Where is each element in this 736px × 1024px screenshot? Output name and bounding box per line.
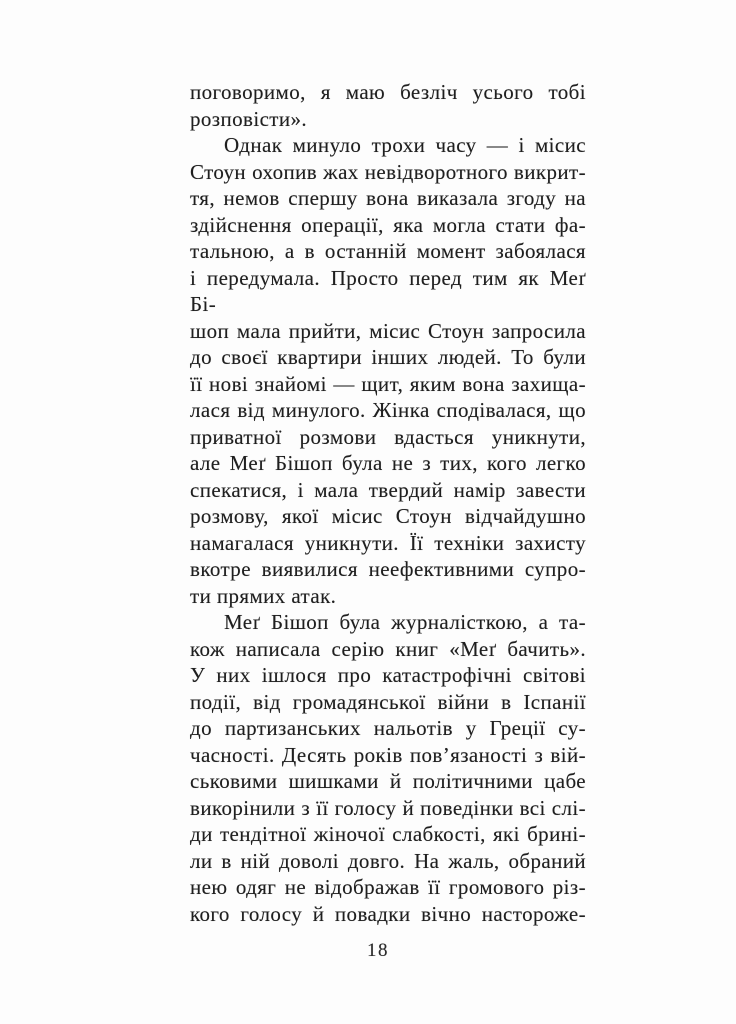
text-line: кого голосу й повадки вічно настороже-	[190, 901, 586, 926]
text-line: нею одяг не відображав її громового різ-	[190, 875, 586, 899]
text-line: події, від громадянської війни в Іспанії	[190, 689, 586, 714]
text-line: вкотре виявилися неефективними супро-	[190, 557, 586, 581]
text-line: кож написала серію книг «Меґ бачить».	[190, 636, 586, 661]
text-line: Стоун охопив жах невідворотного викрит-	[190, 159, 586, 184]
text-line: ськовими шишками й політичними цабе	[190, 769, 586, 793]
text-line: тальною, а в останній момент забоялася	[190, 239, 586, 263]
text-line: намагалася уникнути. Її техніки захисту	[190, 530, 586, 555]
text-line: лася від минулого. Жінка сподівалася, що	[190, 398, 586, 422]
text-line: ди тендітної жіночої слабкості, які брині-	[190, 822, 586, 846]
text-line: тя, немов спершу вона виказала згоду на	[190, 186, 586, 210]
text-line: Однак минуло трохи часу — і місис	[224, 133, 586, 157]
text-line: до своєї квартири інших людей. То були	[190, 345, 586, 369]
text-line: розповісти».	[190, 106, 308, 131]
text-line: шоп мала прийти, місис Стоун запросила	[190, 318, 586, 343]
text-block	[190, 79, 586, 927]
text-line: часності. Десять років пов’язаності з вій-	[190, 742, 586, 767]
text-line: викорінили з її голосу й поведінки всі слі-	[190, 795, 586, 820]
page-number: 18	[367, 940, 389, 961]
text-line: ли в ній доволі довго. На жаль, обраний	[190, 848, 586, 873]
text-line: до партизанських нальотів у Греції су-	[190, 716, 586, 740]
text-line: ти прямих атак.	[190, 583, 337, 608]
text-line: розмову, якої місис Стоун відчайдушно	[190, 504, 586, 528]
text-line: приватної розмови вдасться уникнути,	[190, 424, 586, 449]
text-line: але Меґ Бішоп була не з тих, кого легко	[190, 451, 586, 475]
text-line: здійснення операції, яка могла стати фа-	[190, 212, 586, 237]
text-line: її нові знайомі — щит, яким вона захища-	[190, 371, 586, 396]
text-line: і передумала. Просто перед тим як Меґ Бі-	[190, 265, 586, 316]
text-line: поговоримо, я маю безліч усього тобі	[190, 80, 586, 104]
text-line: У них ішлося про катастрофічні світові	[190, 663, 586, 687]
text-line: спекатися, і мала твердий намір завести	[190, 477, 586, 502]
text-line: Меґ Бішоп була журналісткою, а та-	[224, 610, 586, 634]
